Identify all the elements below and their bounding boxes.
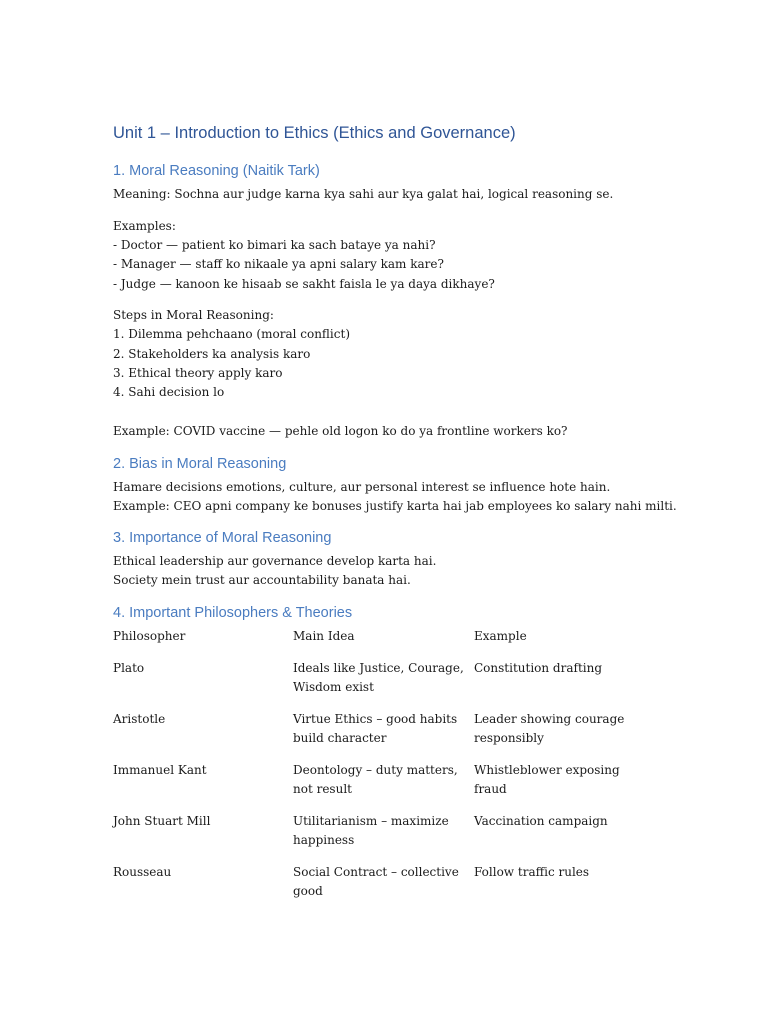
meaning-text: Meaning: Sochna aur judge karna kya sahi aur kya galat hai, logical reasoning se. bbox=[113, 187, 614, 201]
steps-label: Steps in Moral Reasoning: bbox=[113, 308, 274, 322]
table-cell-idea: Virtue Ethics – good habits bbox=[293, 712, 458, 726]
importance-text: Society mein trust aur accountability banata hai. bbox=[113, 573, 411, 587]
step-item: 4. Sahi decision lo bbox=[113, 385, 225, 399]
importance-text: Ethical leadership aur governance develop karta hai. bbox=[113, 554, 437, 568]
table-header-example: Example bbox=[474, 629, 527, 643]
example-item: - Judge — kanoon ke hisaab se sakht faisla le ya daya dikhaye? bbox=[113, 277, 495, 291]
table-header-philosopher: Philosopher bbox=[113, 629, 186, 643]
table-cell-idea: not result bbox=[293, 782, 352, 796]
table-cell-example: Whistleblower exposing bbox=[474, 763, 620, 777]
table-cell-idea: happiness bbox=[293, 833, 355, 847]
section-heading-importance: 3. Importance of Moral Reasoning bbox=[113, 530, 332, 546]
table-cell-philosopher: Aristotle bbox=[113, 712, 166, 726]
document-title: Unit 1 – Introduction to Ethics (Ethics and Governance) bbox=[113, 124, 516, 142]
table-header-main-idea: Main Idea bbox=[293, 629, 355, 643]
table-cell-philosopher: Plato bbox=[113, 661, 145, 675]
table-cell-idea: Wisdom exist bbox=[293, 680, 374, 694]
table-cell-idea: Utilitarianism – maximize bbox=[293, 814, 449, 828]
table-cell-idea: build character bbox=[293, 731, 387, 745]
table-cell-idea: Social Contract – collective bbox=[293, 865, 459, 879]
table-cell-example: Leader showing courage bbox=[474, 712, 625, 726]
step-item: 3. Ethical theory apply karo bbox=[113, 366, 283, 380]
table-cell-idea: Ideals like Justice, Courage, bbox=[293, 661, 464, 675]
table-cell-idea: good bbox=[293, 884, 323, 898]
examples-label: Examples: bbox=[113, 219, 176, 233]
table-cell-example: Follow traffic rules bbox=[474, 865, 590, 879]
covid-example-text: Example: COVID vaccine — pehle old logon ko do ya frontline workers ko? bbox=[113, 424, 568, 438]
table-cell-idea: Deontology – duty matters, bbox=[293, 763, 458, 777]
table-cell-philosopher: Immanuel Kant bbox=[113, 763, 207, 777]
table-cell-philosopher: Rousseau bbox=[113, 865, 172, 879]
section-heading-moral-reasoning: 1. Moral Reasoning (Naitik Tark) bbox=[113, 163, 320, 179]
example-item: - Doctor — patient ko bimari ka sach bataye ya nahi? bbox=[113, 238, 436, 252]
table-cell-example: responsibly bbox=[474, 731, 544, 745]
table-cell-example: fraud bbox=[474, 782, 507, 796]
section-heading-philosophers: 4. Important Philosophers & Theories bbox=[113, 605, 353, 621]
section-heading-bias: 2. Bias in Moral Reasoning bbox=[113, 456, 287, 472]
table-cell-example: Constitution drafting bbox=[474, 661, 603, 675]
bias-example-text: Example: CEO apni company ke bonuses justify karta hai jab employees ko salary nahi milti. bbox=[113, 499, 677, 513]
example-item: - Manager — staff ko nikaale ya apni salary kam kare? bbox=[113, 257, 444, 271]
table-cell-example: Vaccination campaign bbox=[474, 814, 608, 828]
bias-text: Hamare decisions emotions, culture, aur personal interest se influence hote hain. bbox=[113, 480, 611, 494]
step-item: 2. Stakeholders ka analysis karo bbox=[113, 347, 311, 361]
step-item: 1. Dilemma pehchaano (moral conflict) bbox=[113, 327, 350, 341]
table-cell-philosopher: John Stuart Mill bbox=[113, 814, 211, 828]
